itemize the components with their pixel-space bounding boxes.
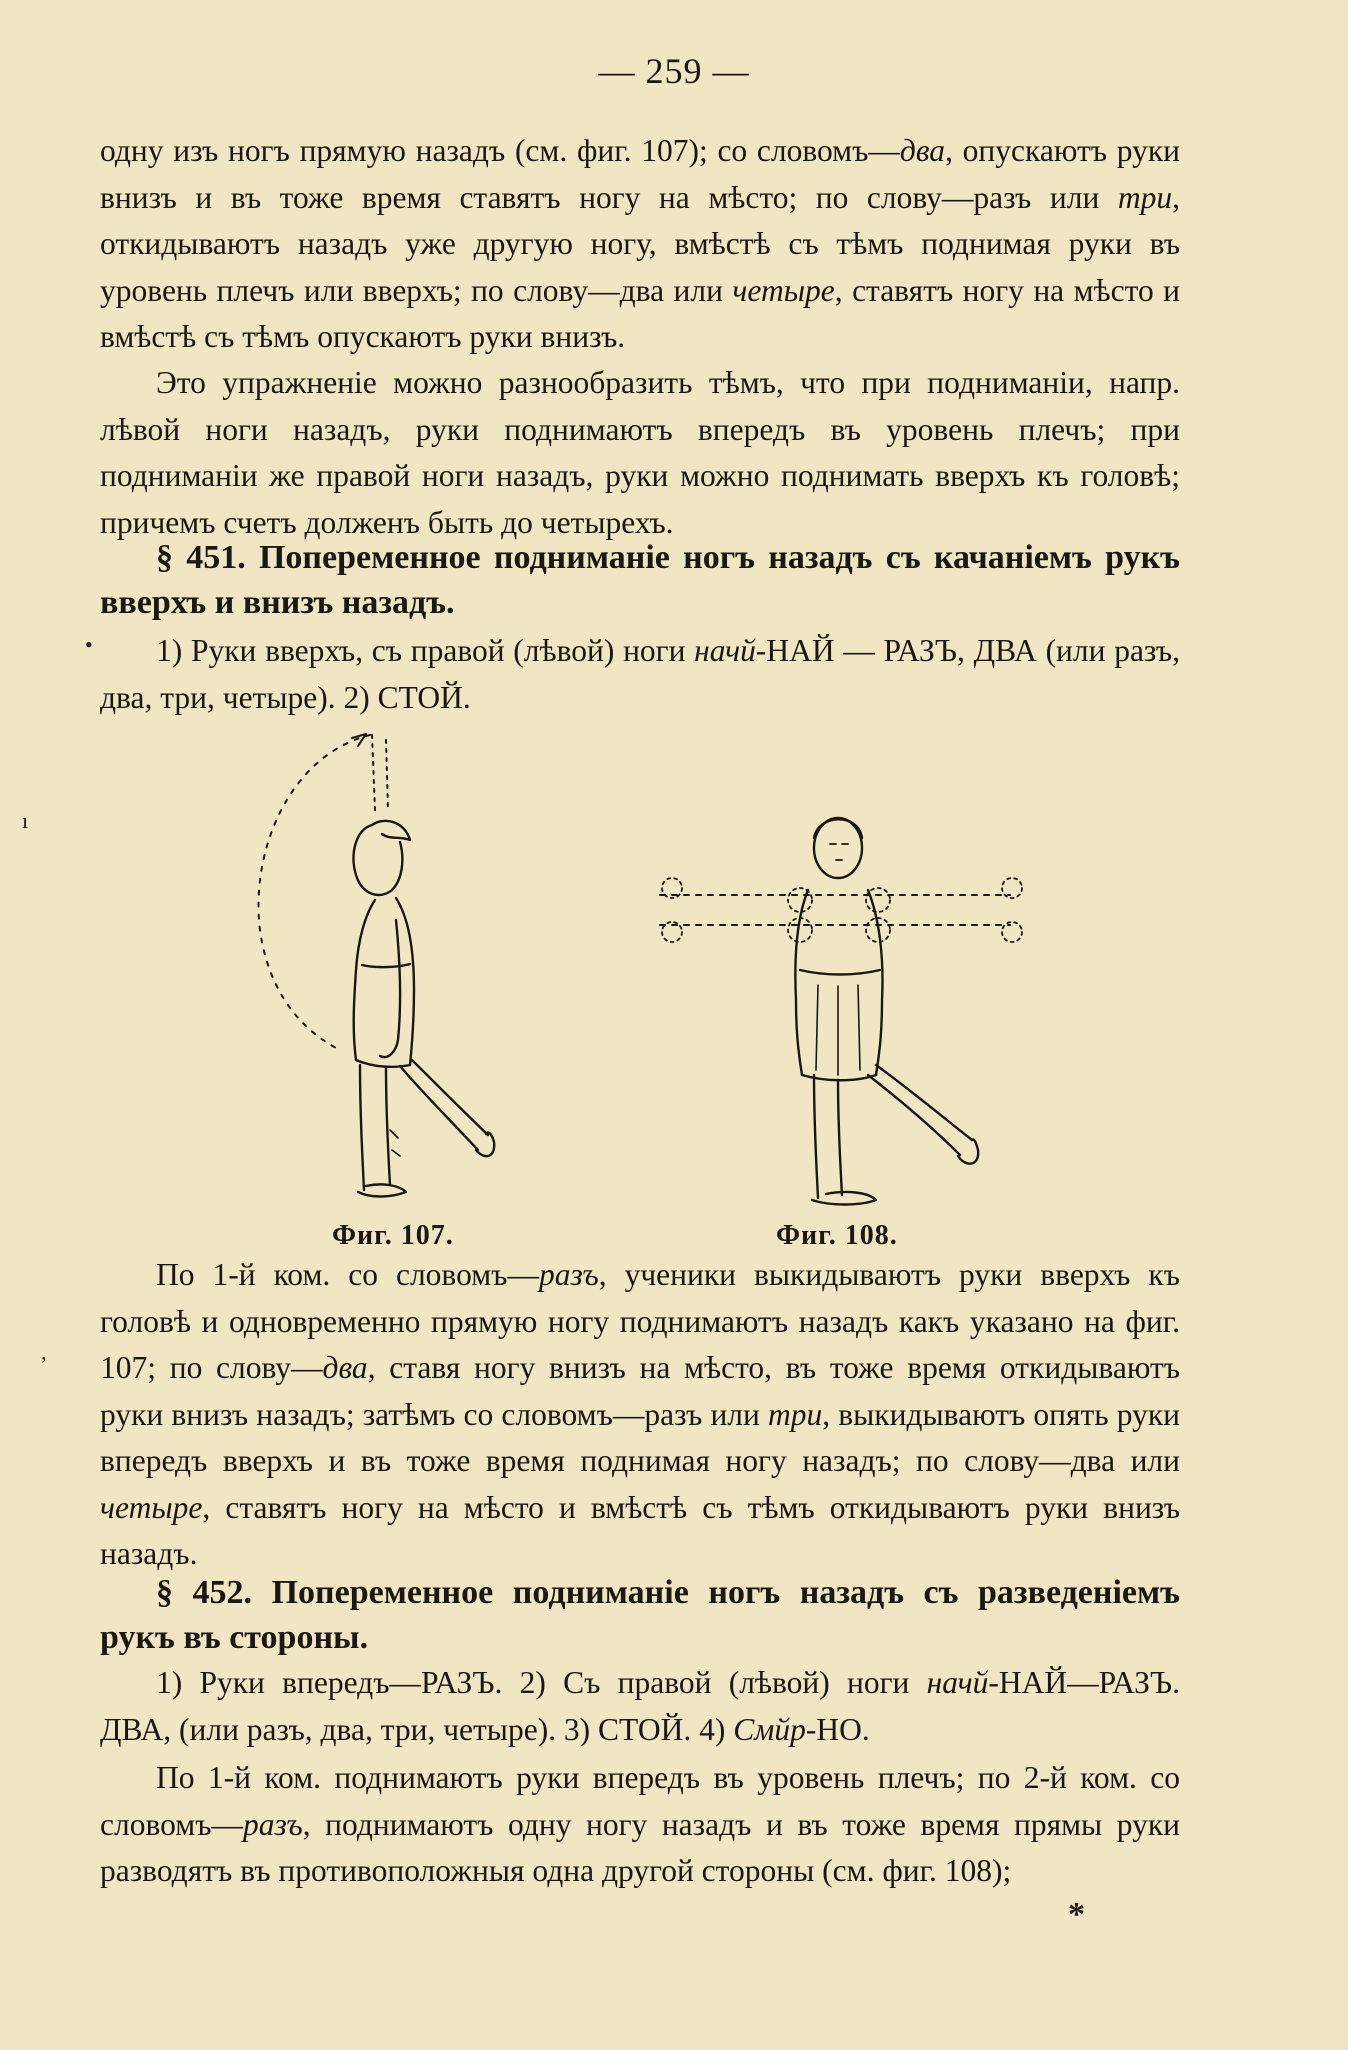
italic-word: начй [694,633,756,668]
text-run: , поднимаютъ одну ногу назадъ и въ тоже время прямы руки разводятъ въ противоположныя одна другой стороны (см. фиг. 108); [100,1806,1180,1888]
text-run: , откидываютъ назадъ уже другую ногу, вмѣстѣ съ тѣмъ поднимая руки въ уровень плечъ или вверхъ; по слову—два или [100,179,1180,308]
text-run: , ставятъ ногу на мѣсто и вмѣстѣ съ тѣмъ откидываютъ руки внизъ назадъ. [100,1489,1180,1571]
italic-word: разъ [242,1806,303,1842]
italic-word: четыре [732,272,835,308]
text-run: , ученики выкидываютъ руки вверхъ къ головѣ и одновременно прямую ногу поднимаютъ назадъ какъ указано на фиг. 107; по слову— [100,1257,1180,1385]
margin-mark: ı [22,808,29,833]
text-run: 1) Руки вверхъ, съ правой (лѣвой) ноги [156,633,695,668]
section-451-command [100,628,1180,721]
text-run: 1) Руки впередъ—РАЗЪ. 2) Съ правой (лѣвой) ноги [156,1665,927,1700]
italic-word: Смйр [733,1711,806,1747]
text-run: , опускаютъ руки внизъ и въ тоже время ставятъ ногу на мѣсто; по слову—разъ или [100,133,1180,215]
signature-mark: * [1068,1896,1085,1933]
text-run: По 1-й ком. со словомъ— [156,1257,539,1292]
text-run: -НАЙ—РАЗЪ. ДВА, (или разъ, два, три, четыре). 3) СТОЙ. 4) [100,1665,1180,1747]
text-run: , выкидываютъ опять руки впередъ вверхъ и въ тоже время поднимая ногу назадъ; по слову—два или [100,1396,1180,1478]
italic-word: четыре [100,1489,203,1525]
text-run: По 1-й ком. поднимаютъ руки впередъ въ уровень плечъ; по 2-й ком. со словомъ— [100,1760,1180,1842]
section-451-heading: § 451. Попеременное подниманіе ногъ назадъ съ качаніемъ рукъ вверхъ и внизъ назадъ. [100,539,1180,621]
italic-word: три [1117,179,1173,215]
section-452-command [100,1660,1180,1753]
italic-word: три [768,1396,823,1432]
italic-word: разъ [538,1257,599,1292]
italic-word: два [899,133,946,168]
figures-illustration [0,730,1348,1210]
paragraph-452-explanation [100,1755,1180,1895]
text-run: , ставятъ ногу на мѣсто и вмѣстѣ съ тѣмъ опускаютъ руки внизъ. [100,272,1180,354]
page-number: — 259 — [598,51,750,91]
margin-mark: ʼ [40,1352,48,1377]
paragraph-fig107-explanation [100,1252,1180,1578]
text-run: -НАЙ — РАЗЪ, ДВА (или разъ, два, три, четыре). 2) СТОЙ. [100,633,1180,715]
figure-108 [660,818,1022,1205]
margin-mark: • [85,632,93,657]
paragraph-continuation [100,128,1180,361]
text-run: одну изъ ногъ прямую назадъ (см. фиг. 107); со словомъ— [100,133,900,168]
italic-word: два [322,1350,368,1385]
figure-107 [258,734,494,1197]
section-452-heading: § 452. Попеременное подниманіе ногъ назадъ съ разведеніемъ рукъ въ стороны. [100,1574,1180,1656]
text-run: -НО. [805,1711,870,1747]
figure-108-caption: Фиг. 108. [776,1220,898,1251]
figure-107-caption: Фиг. 107. [332,1220,454,1251]
text-run: , ставя ногу внизъ на мѣсто, въ тоже время откидываютъ руки внизъ назадъ; затѣмъ со словомъ—разъ или [100,1350,1180,1432]
italic-word: начй [926,1665,989,1700]
paragraph-variation: Это упражненіе можно разнообразить тѣмъ, что при подниманіи, напр. лѣвой ноги назадъ, руки поднимаютъ впередъ въ уровень плечъ; при подниманіи же правой ноги назадъ, руки можно поднимать вверхъ къ головѣ; причемъ счетъ долженъ быть до четырехъ. [100,365,1180,540]
